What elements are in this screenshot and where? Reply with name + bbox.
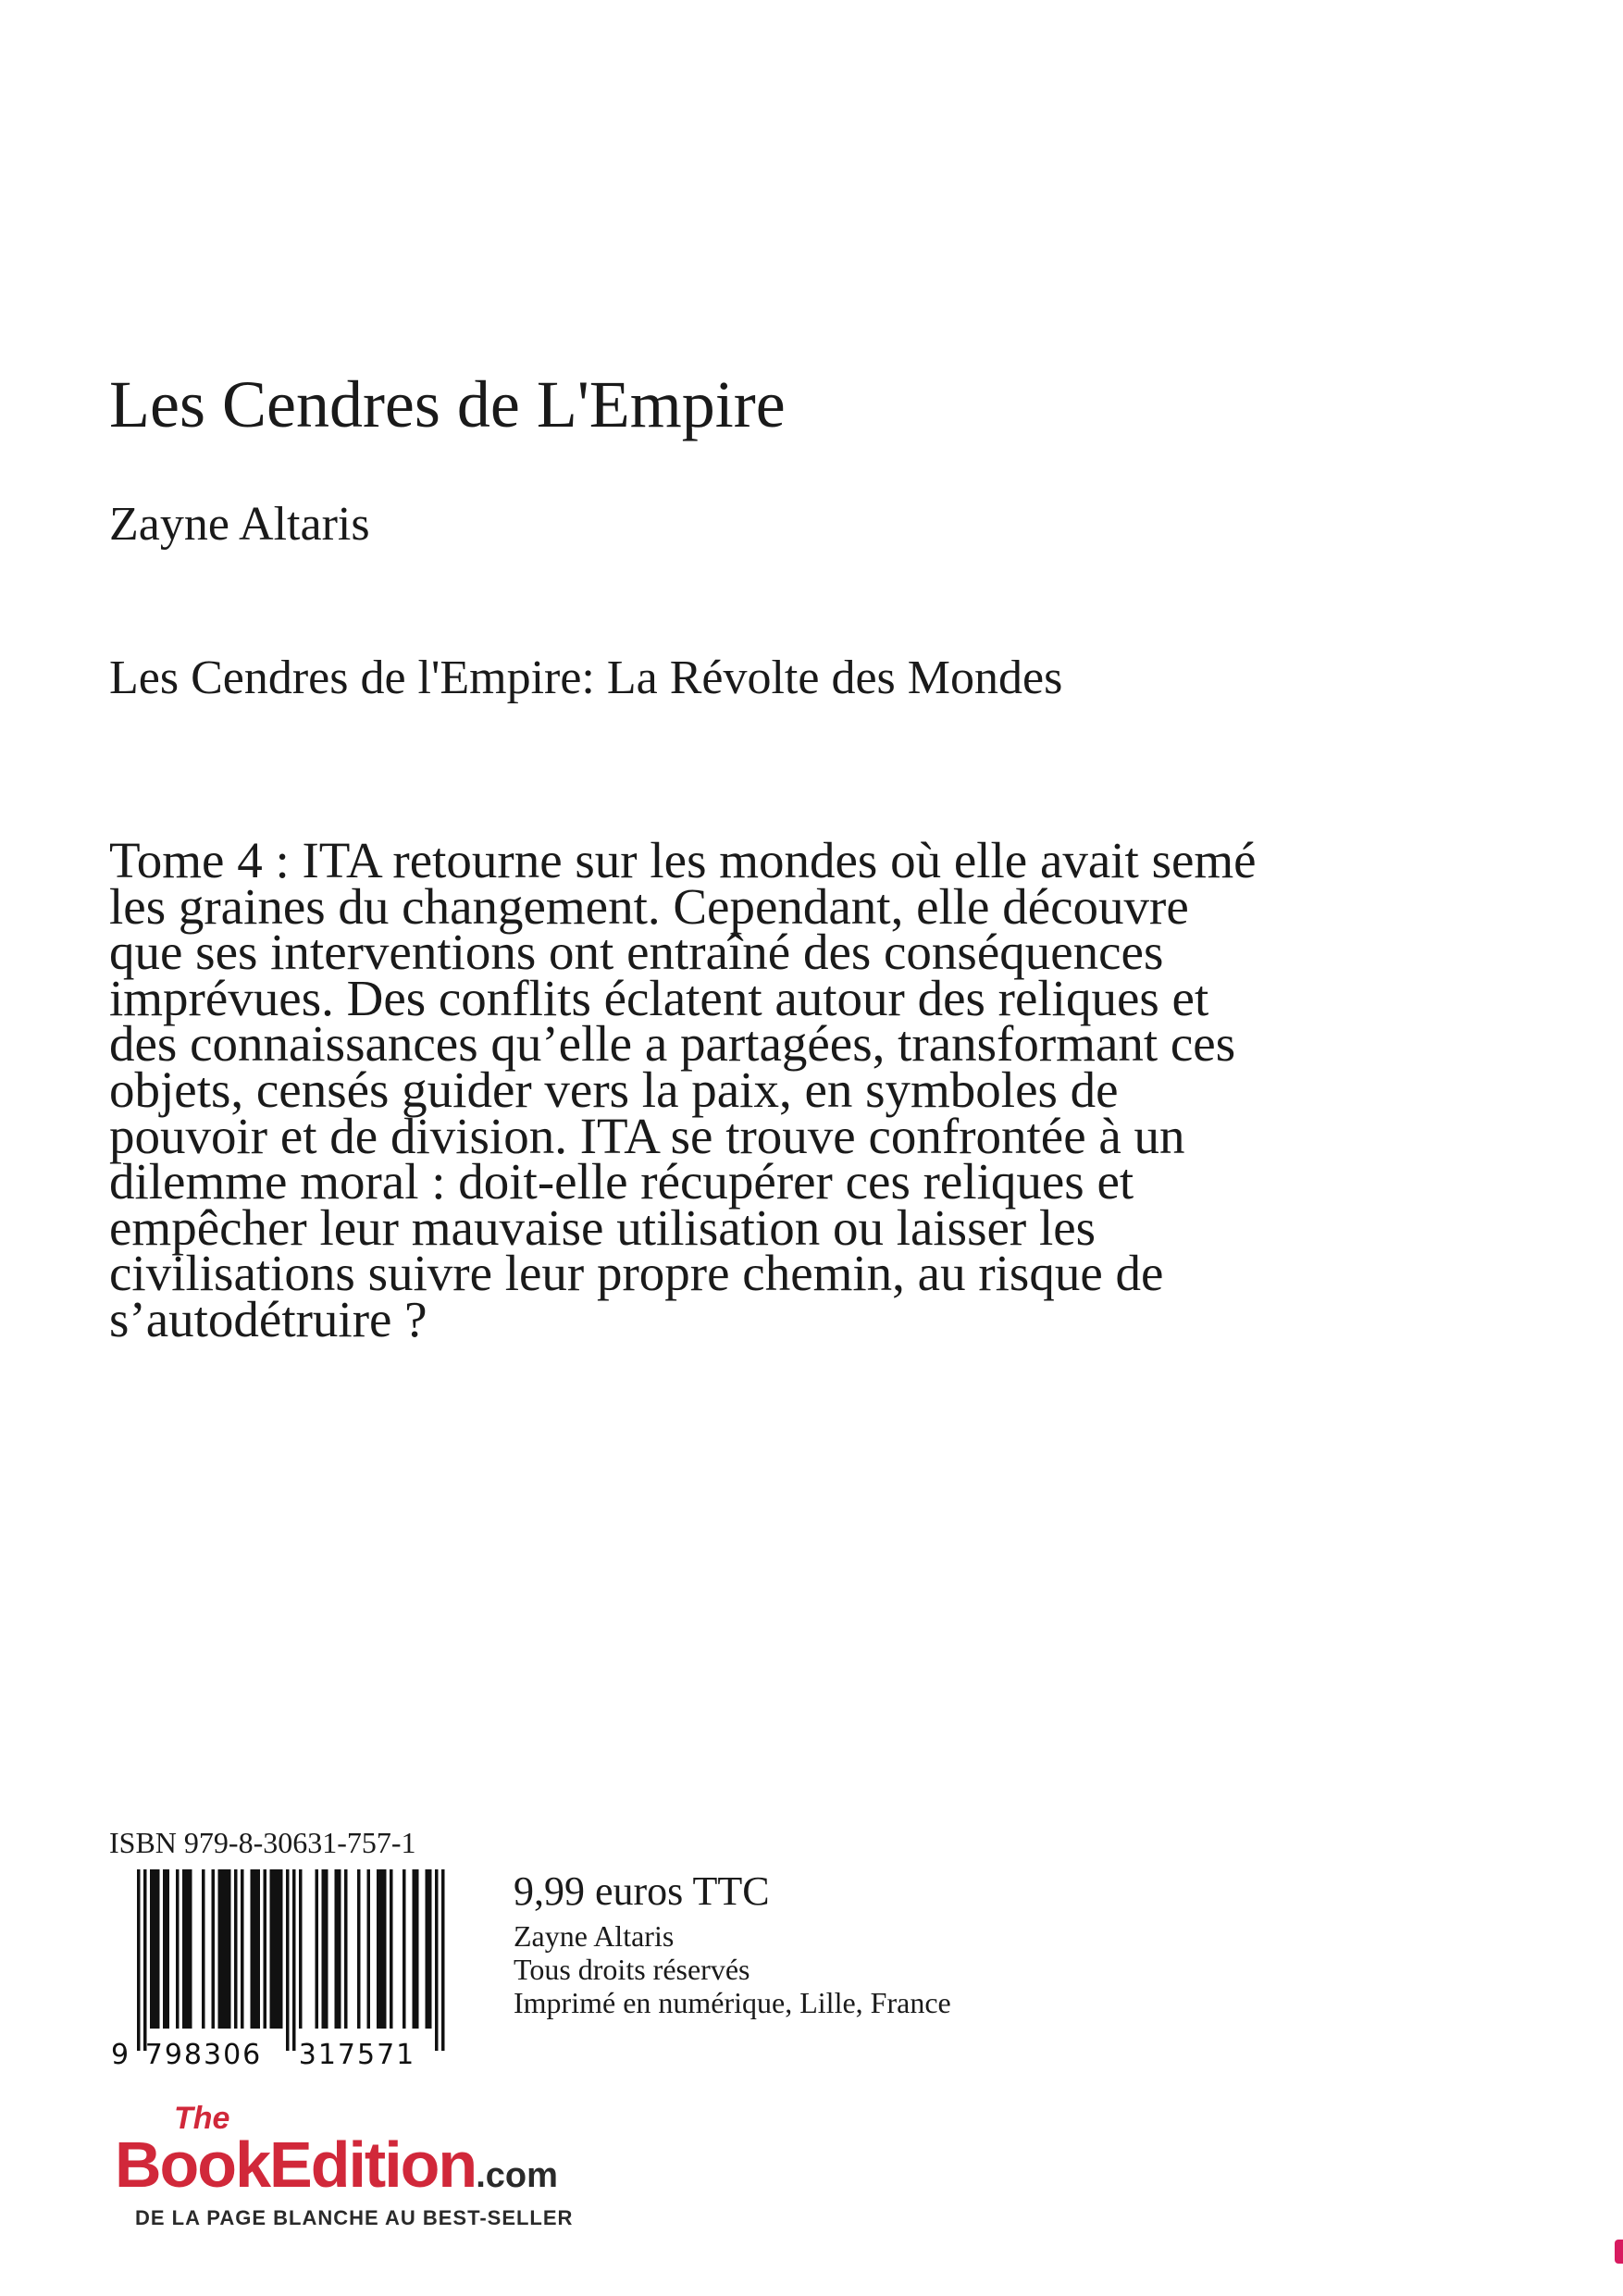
barcode-bar xyxy=(143,1869,147,2051)
book-blurb: Tome 4 : ITA retourne sur les mondes où elle avait semé les graines du changement. Cependant, elle découvre que ses interventions ont entraîné des conséquences imprévues. Des conflits éclatent autour des reliques et des connaissances qu’elle a partagées, transformant ces objets, censés guider vers la paix, en symboles de pouvoir et de division. ITA se trouve confrontée à un dilemme moral : doit-elle récupérer ces reliques et empêcher leur mauvaise utilisation ou laisser les civilisations suivre leur propre chemin, au risque de s’autodétruire ? xyxy=(109,832,1257,1347)
barcode-bar xyxy=(154,1869,157,2029)
barcode-bar xyxy=(299,1869,303,2029)
barcode-digit-first: 9 xyxy=(111,2039,130,2069)
barcode-bar xyxy=(435,1869,439,2051)
barcode-bar xyxy=(413,1869,416,2029)
barcode-bar xyxy=(316,1869,319,2029)
logo-the: The xyxy=(174,2101,230,2136)
barcode-bar xyxy=(228,1869,231,2029)
barcode-bar xyxy=(390,1869,393,2029)
barcode-bar xyxy=(186,1869,190,2029)
barcode-bar xyxy=(156,1869,160,2029)
barcode-bar xyxy=(137,1869,141,2051)
barcode-bar xyxy=(415,1869,419,2029)
barcode-bar xyxy=(167,1869,170,2029)
logo-tagline: DE LA PAGE BLANCHE AU BEST-SELLER xyxy=(135,2206,574,2229)
isbn-label: ISBN 979-8-30631-757-1 xyxy=(109,1826,416,1859)
corner-mark xyxy=(1615,2240,1623,2264)
barcode-bar xyxy=(277,1869,280,2029)
barcode-bars xyxy=(137,1869,445,2051)
barcode-digits-left: 798306 xyxy=(144,2039,263,2069)
barcode-bar xyxy=(428,1869,432,2029)
logo-wordmark xyxy=(115,2128,558,2201)
barcode-digits-right: 317571 xyxy=(298,2039,416,2069)
book-subtitle: Les Cendres de l'Empire: La Révolte des Mondes xyxy=(109,652,1063,704)
barcode-bar xyxy=(202,1869,205,2029)
barcode-bar xyxy=(251,1869,254,2029)
logo-name: BookEdition xyxy=(115,2128,477,2201)
barcode-bar xyxy=(279,1869,283,2029)
barcode-bar xyxy=(182,1869,186,2029)
barcode-bar xyxy=(257,1869,261,2029)
barcode-bar xyxy=(254,1869,257,2029)
barcode-bar xyxy=(367,1869,371,2029)
barcode-bar xyxy=(270,1869,274,2029)
barcode-bar xyxy=(225,1869,229,2029)
barcode-bar xyxy=(403,1869,406,2029)
book-author: Zayne Altaris xyxy=(109,498,370,551)
barcode-bar xyxy=(292,1869,296,2051)
barcode-bar xyxy=(377,1869,380,2029)
barcode-bar xyxy=(426,1869,429,2029)
book-title: Les Cendres de L'Empire xyxy=(109,367,786,441)
publisher-logo xyxy=(113,2099,650,2238)
rights-author: Zayne Altaris xyxy=(514,1919,675,1953)
price: 9,99 euros TTC xyxy=(514,1868,770,1914)
isbn-barcode xyxy=(105,1869,453,2069)
barcode-bar xyxy=(264,1869,267,2029)
barcode-bar xyxy=(344,1869,348,2029)
barcode-bar xyxy=(241,1869,244,2029)
barcode-bar xyxy=(176,1869,180,2029)
barcode-bar xyxy=(150,1869,154,2029)
barcode-bar xyxy=(357,1869,361,2029)
barcode-bar xyxy=(325,1869,328,2029)
logo-domain: .com xyxy=(476,2156,558,2195)
rights-notice: Tous droits réservés xyxy=(514,1953,750,1986)
barcode-bar xyxy=(218,1869,222,2029)
barcode-bar xyxy=(338,1869,341,2029)
barcode-bar xyxy=(163,1869,167,2029)
barcode-bar xyxy=(286,1869,290,2051)
barcode-bar xyxy=(441,1869,445,2051)
print-location: Imprimé en numérique, Lille, France xyxy=(514,1986,951,2019)
barcode-bar xyxy=(383,1869,387,2029)
barcode-bar xyxy=(380,1869,384,2029)
barcode-bar xyxy=(234,1869,238,2029)
barcode-bar xyxy=(273,1869,277,2029)
barcode-bar xyxy=(189,1869,192,2029)
barcode-bar xyxy=(221,1869,225,2029)
barcode-bar xyxy=(322,1869,326,2029)
barcode-bar xyxy=(335,1869,339,2029)
barcode-bar xyxy=(212,1869,216,2029)
